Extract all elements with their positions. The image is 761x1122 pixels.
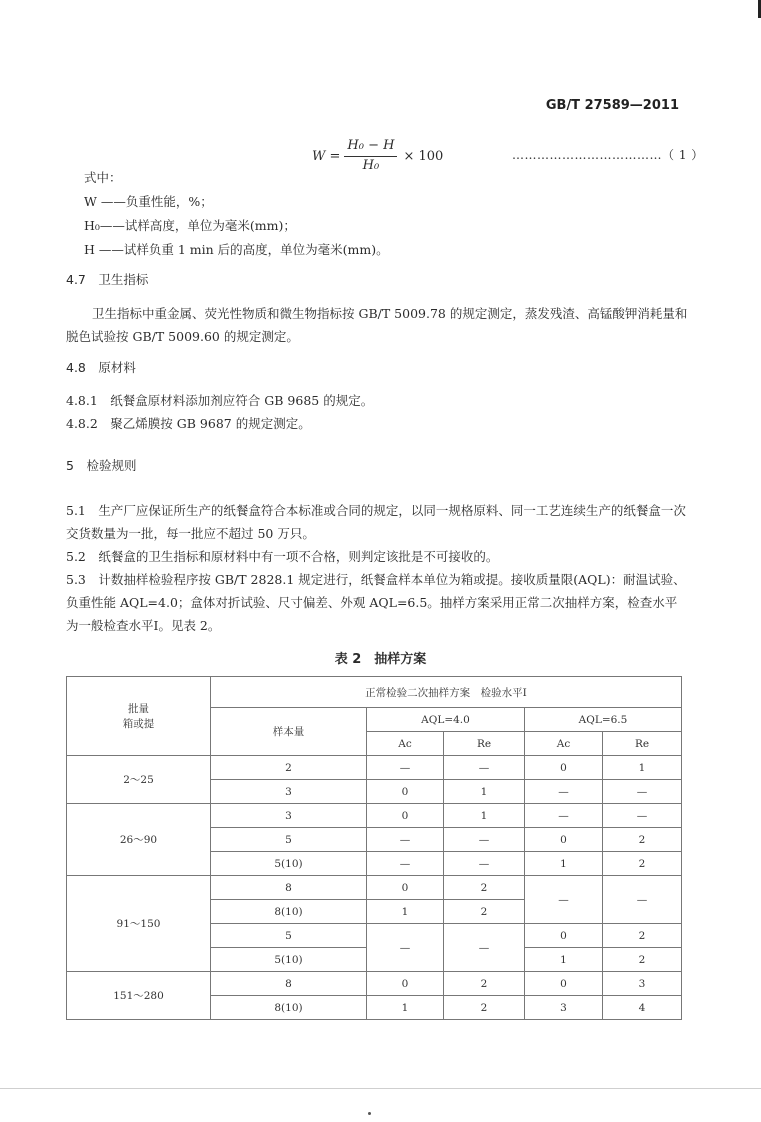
scan-bottom-line bbox=[0, 1088, 761, 1089]
where-intro: 式中： bbox=[84, 170, 122, 185]
ac-cell: 0 bbox=[367, 780, 444, 804]
ac-cell: — bbox=[525, 780, 603, 804]
sample-size-cell: 8 bbox=[211, 972, 367, 996]
header-batch-line1: 批量 bbox=[128, 703, 149, 715]
ac-cell: 0 bbox=[525, 972, 603, 996]
sample-size-cell: 3 bbox=[211, 780, 367, 804]
header-plan: 正常检验二次抽样方案 检验水平Ⅰ bbox=[211, 677, 682, 708]
batch-cell: 91～150 bbox=[67, 876, 211, 972]
re-cell: 2 bbox=[603, 852, 682, 876]
ac-cell: 1 bbox=[525, 852, 603, 876]
ac-cell: — bbox=[367, 852, 444, 876]
re-cell: 1 bbox=[444, 780, 525, 804]
ac-cell: — bbox=[525, 804, 603, 828]
ac-cell: 0 bbox=[525, 924, 603, 948]
sample-size-cell: 5 bbox=[211, 828, 367, 852]
header-batch bbox=[67, 677, 211, 756]
section-4-8-1: 4.8.1 纸餐盒原材料添加剂应符合 GB 9685 的规定。 bbox=[66, 393, 374, 408]
re-cell: — bbox=[444, 756, 525, 780]
table-row bbox=[67, 756, 682, 780]
re-cell: 4 bbox=[603, 996, 682, 1020]
header-sample-size: 样本量 bbox=[211, 708, 367, 756]
ac-cell: — bbox=[367, 924, 444, 972]
ac-cell: 0 bbox=[367, 972, 444, 996]
sample-size-cell: 5(10) bbox=[211, 852, 367, 876]
re-cell: 2 bbox=[603, 948, 682, 972]
ac-cell: — bbox=[367, 756, 444, 780]
sample-size-cell: 8(10) bbox=[211, 900, 367, 924]
sampling-plan-table bbox=[66, 676, 682, 1020]
sample-size-cell: 8 bbox=[211, 876, 367, 900]
section-4-7-heading: 4.7 卫生指标 bbox=[66, 272, 149, 287]
sample-size-cell: 3 bbox=[211, 804, 367, 828]
ac-cell: 0 bbox=[367, 876, 444, 900]
re-cell: 2 bbox=[444, 876, 525, 900]
table-caption: 表 2 抽样方案 bbox=[334, 652, 427, 667]
where-item-h: H ——试样负重 1 min 后的高度，单位为毫米(mm)。 bbox=[84, 242, 389, 257]
batch-cell: 26～90 bbox=[67, 804, 211, 876]
re-cell: — bbox=[444, 924, 525, 972]
formula-number: ………………………………（ 1 ） bbox=[512, 148, 704, 162]
section-5-heading: 5 检验规则 bbox=[66, 458, 137, 473]
ac-cell: 0 bbox=[525, 828, 603, 852]
header-re: Re bbox=[444, 732, 525, 756]
formula-fraction bbox=[344, 138, 397, 174]
formula-1 bbox=[312, 136, 443, 176]
standard-code-header: GB/T 27589—2011 bbox=[545, 98, 679, 113]
re-cell: — bbox=[444, 828, 525, 852]
batch-cell: 2～25 bbox=[67, 756, 211, 804]
table-row bbox=[67, 876, 682, 900]
header-re: Re bbox=[603, 732, 682, 756]
ac-cell: 1 bbox=[367, 996, 444, 1020]
section-5-3: 5.3 计数抽样检验程序按 GB/T 2828.1 规定进行，纸餐盒样本单位为箱或提。接收质量限(AQL)：耐温试验、负重性能 AQL=4.0；盒体对折试验、尺寸偏差、外观 AQL=6.5。抽样方案采用正常二次抽样方案，检查水平为一般检查水平Ⅰ。见表 2。 bbox=[66, 572, 686, 633]
re-cell: 2 bbox=[444, 900, 525, 924]
ac-cell: 3 bbox=[525, 996, 603, 1020]
re-cell: 3 bbox=[603, 972, 682, 996]
formula-lhs: W = bbox=[312, 148, 341, 164]
sample-size-cell: 5 bbox=[211, 924, 367, 948]
re-cell: 2 bbox=[444, 972, 525, 996]
table-row bbox=[67, 804, 682, 828]
re-cell: 2 bbox=[603, 828, 682, 852]
formula-denominator: H₀ bbox=[362, 158, 380, 173]
sample-size-cell: 5(10) bbox=[211, 948, 367, 972]
where-item-h0: H₀——试样高度，单位为毫米(mm)； bbox=[84, 218, 296, 233]
re-cell: 1 bbox=[603, 756, 682, 780]
ac-cell: — bbox=[367, 828, 444, 852]
header-aql-6-5: AQL=6.5 bbox=[525, 708, 682, 732]
scan-speck bbox=[368, 1112, 371, 1115]
ac-cell: 0 bbox=[525, 756, 603, 780]
table-row bbox=[67, 972, 682, 996]
ac-cell: 1 bbox=[525, 948, 603, 972]
section-5-2: 5.2 纸餐盒的卫生指标和原材料中有一项不合格，则判定该批是不可接收的。 bbox=[66, 549, 499, 564]
re-cell: — bbox=[444, 852, 525, 876]
re-cell: 2 bbox=[603, 924, 682, 948]
re-cell: 2 bbox=[444, 996, 525, 1020]
section-4-7-body: 卫生指标中重金属、荧光性物质和微生物指标按 GB/T 5009.78 的规定测定，蒸发残渣、高锰酸钾消耗量和脱色试验按 GB/T 5009.60 的规定测定。 bbox=[66, 306, 688, 344]
ac-cell: 0 bbox=[367, 804, 444, 828]
formula-tail: × 100 bbox=[403, 148, 444, 164]
header-batch-line2: 箱或提 bbox=[122, 718, 155, 730]
section-4-8-heading: 4.8 原材料 bbox=[66, 360, 136, 375]
sample-size-cell: 2 bbox=[211, 756, 367, 780]
ac-cell: 1 bbox=[367, 900, 444, 924]
where-item-w: W ——负重性能，%； bbox=[84, 194, 213, 209]
ac-cell: — bbox=[525, 876, 603, 924]
header-ac: Ac bbox=[525, 732, 603, 756]
re-cell: — bbox=[603, 780, 682, 804]
re-cell: — bbox=[603, 804, 682, 828]
header-aql-4: AQL=4.0 bbox=[367, 708, 525, 732]
header-ac: Ac bbox=[367, 732, 444, 756]
batch-cell: 151～280 bbox=[67, 972, 211, 1020]
re-cell: 1 bbox=[444, 804, 525, 828]
re-cell: — bbox=[603, 876, 682, 924]
section-5-1: 5.1 生产厂应保证所生产的纸餐盒符合本标准或合同的规定，以同一规格原料、同一工艺连续生产的纸餐盒一次交货数量为一批，每一批应不超过 50 万只。 bbox=[66, 503, 686, 541]
sample-size-cell: 8(10) bbox=[211, 996, 367, 1020]
section-4-8-2: 4.8.2 聚乙烯膜按 GB 9687 的规定测定。 bbox=[66, 416, 311, 431]
formula-numerator: H₀ − H bbox=[344, 138, 397, 157]
